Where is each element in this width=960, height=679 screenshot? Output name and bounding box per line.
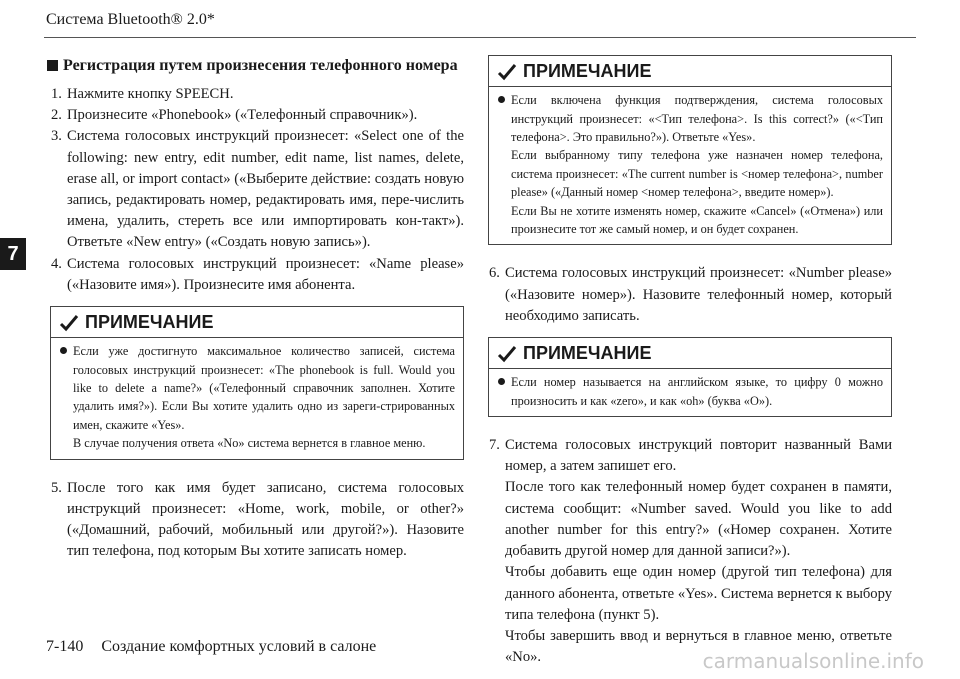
checkmark-icon: [59, 314, 79, 332]
note-heading: ПРИМЕЧАНИЕ: [489, 338, 891, 369]
note-item: Если включена функция подтверждения, система голосовых инструкций произнесет: «<Тип телефона>. Is this correct?» («<Тип телефона>. Это правильно?»). Ответьте «Yes». Если выбранному типу телефона уже назначен номер телефона, система произнесет: «The current number is <номер телефона>, number please» («Данный номер <номер телефона>, введите номер»). Если Вы не хотите изменять номер, скажите «Cancel» («Отмена») или произнесите тот же самый номер, и он будет сохранен.: [497, 91, 883, 238]
step-5: 5. После того как имя будет записано, система голосовых инструкций произнесет: «Home, work, mobile, or other?» («Домашний, рабочий, мобильный или другой?»). Назовите тип телефона, под которым Вы хотите записать номер.: [51, 479, 464, 560]
note-heading: ПРИМЕЧАНИЕ: [489, 56, 891, 87]
bullet-icon: [498, 96, 505, 103]
step-6: 6. Система голосовых инструкций произнесет: «Number please» («Назовите номер»). Назовите телефонный номер, который необходимо записать.: [489, 265, 892, 324]
right-column: [484, 55, 892, 668]
step-7: 7. Система голосовых инструкций повторит названный Вами номер, а затем запишет его. После того как телефонный номер будет сохранен в памяти, система сообщит: «Number saved. Would you like to add another number for this entry?» («Номер сохранен. Хотите добавить другой номер для данной записи?»). Чтобы добавить еще один номер (другой тип телефона) для данного абонента, ответьте «Yes». Система вернется к выбору типа телефона (пункт 5). Чтобы завершить ввод и вернуться в главное меню, ответьте «No».: [489, 437, 892, 666]
steps-list-5: [46, 478, 464, 563]
note-body: [51, 338, 463, 458]
chapter-tab: 7: [0, 238, 26, 270]
step-2: 2. Произнесите «Phonebook» («Телефонный справочник»).: [51, 107, 418, 124]
step-3: 3. Система голосовых инструкций произнесет: «Select one of the following: new entry, edit number, edit name, list names, delete, erase all, or import contact» («Выберите действие: создать новую запись, редактировать номер, редактировать имя, пере-числить имена, удалить, стереть все или импортировать кон-такт»). Ответьте «New entry» («Создать новую запись»).: [51, 128, 464, 251]
note-item: Если уже достигнуто максимальное количество записей, система голосовых инструкций произнесет: «The phonebook is full. Would you like to delete a name?» («Телефонный справочник заполнен. Хотите удалить имя?»). Если Вы хотите удалить одно из зареги-стрированных имен, скажите «Yes». В случае получения ответа «No» система вернется в главное меню.: [59, 342, 455, 452]
steps-list-6: [484, 263, 892, 327]
checkmark-icon: [497, 345, 517, 363]
note-item: Если номер называется на английском языке, то цифру 0 можно произносить и как «zero», и как «oh» (буква «O»).: [497, 373, 883, 410]
page-number: 7-140: [46, 638, 84, 655]
watermark: carmanualsonline.info: [702, 649, 924, 673]
note-box-confirmation: [488, 55, 892, 245]
bullet-icon: [498, 378, 505, 385]
note-body: [489, 369, 891, 416]
left-column: [46, 55, 464, 562]
header-divider: [44, 37, 916, 38]
steps-list-7: [484, 435, 892, 668]
page-header-title: Система Bluetooth® 2.0*: [46, 11, 215, 28]
page-footer: [46, 638, 376, 656]
section-title: Регистрация путем произнесения телефонного номера: [46, 55, 464, 76]
steps-list-1-4: [46, 84, 464, 296]
square-bullet-icon: [47, 60, 58, 71]
note-box-phonebook-full: [50, 306, 464, 460]
step-4: 4. Система голосовых инструкций произнесет: «Name please» («Назовите имя»). Произнесите имя абонента.: [51, 255, 464, 293]
checkmark-icon: [497, 63, 517, 81]
note-box-zero: [488, 337, 892, 417]
note-body: [489, 87, 891, 244]
bullet-icon: [60, 347, 67, 354]
note-heading: ПРИМЕЧАНИЕ: [51, 307, 463, 338]
step-1: 1. Нажмите кнопку SPEECH.: [51, 86, 234, 102]
footer-section-title: Создание комфортных условий в салоне: [101, 638, 377, 655]
